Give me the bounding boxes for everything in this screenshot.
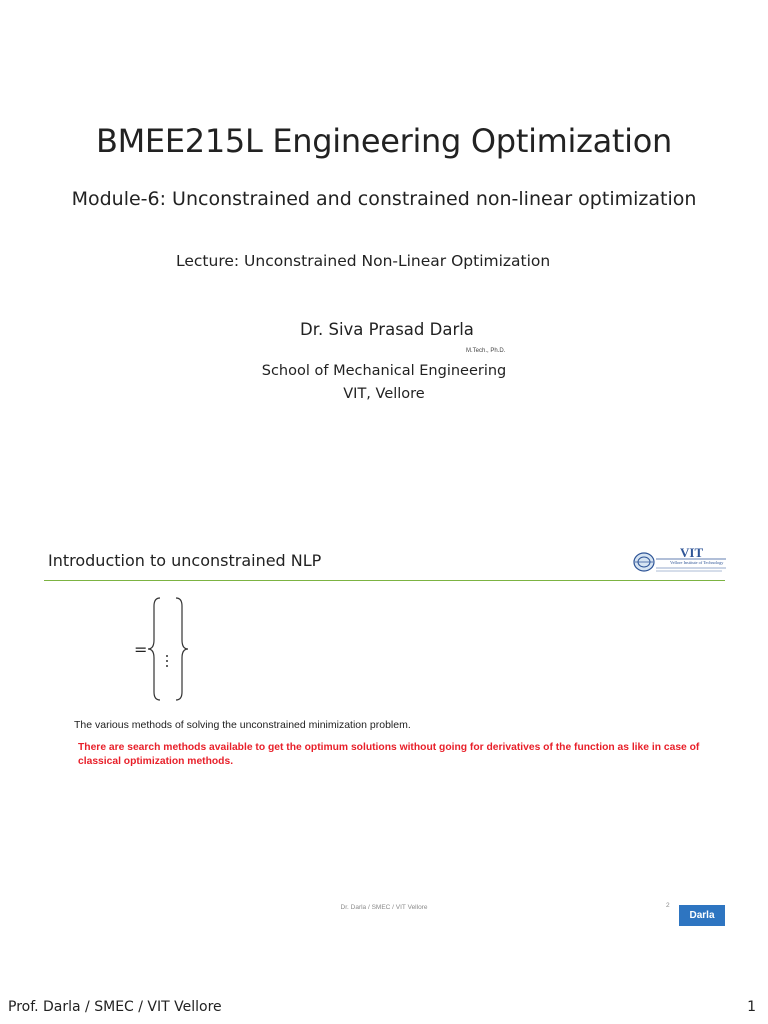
slide2-page-number: 2: [666, 902, 670, 909]
logo-subtext: Vellore Institute of Technology: [670, 560, 724, 565]
vit-logo: [632, 546, 728, 576]
module-subtitle: Module-6: Unconstrained and constrained non-linear optimization: [71, 188, 697, 210]
page-number: 1: [747, 999, 756, 1015]
vector-equation: [128, 592, 198, 706]
column-vector-braces: [128, 592, 198, 706]
author-name: Dr. Siva Prasad Darla: [300, 320, 474, 339]
school-name: School of Mechanical Engineering: [261, 363, 507, 379]
lecture-title: Lecture: Unconstrained Non-Linear Optimization: [176, 252, 551, 270]
logo-text: VIT: [680, 545, 704, 560]
slide2-title: Introduction to unconstrained NLP: [48, 551, 322, 570]
slide2-footer: Dr. Darla / SMEC / VIT Vellore: [340, 904, 428, 911]
author-degree: M.Tech., Ph.D.: [466, 348, 506, 354]
methods-text: The various methods of solving the unconstrained minimization problem.: [74, 719, 411, 731]
institute-name: VIT, Vellore: [343, 386, 425, 402]
darla-badge: Darla: [679, 905, 725, 926]
equals-sign: =: [134, 640, 148, 659]
title-divider: [44, 580, 725, 581]
derivative-free-note: There are search methods available to get the optimum solutions without going for derivatives of the function as like in case of classical optimization methods.: [78, 742, 700, 767]
slide-title: BMEE215L Engineering Optimization: [95, 122, 673, 160]
page-footer: Prof. Darla / SMEC / VIT Vellore: [8, 999, 222, 1015]
